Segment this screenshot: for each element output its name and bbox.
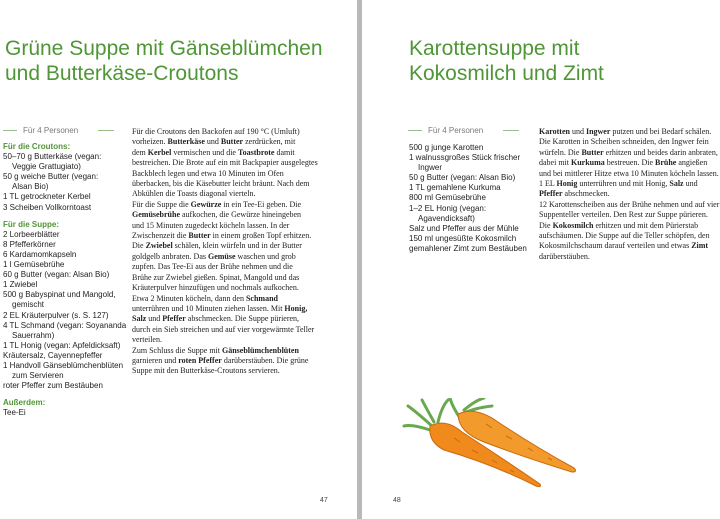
method-line: [132, 189, 318, 199]
method-text-run: Suppe mit den Butterkäse-Croutons servieren.: [132, 366, 280, 376]
highlighted-ingredient: Pfeffer: [162, 314, 186, 324]
ingredient-item: Agavendicksaft): [418, 213, 475, 223]
servings-label: Für 4 Personen: [23, 126, 79, 135]
method-text-run: putzen und bei Bedarf schälen.: [610, 127, 712, 136]
ingredient-item: 800 ml Gemüsebrühe: [409, 193, 486, 203]
method-text-run: und: [146, 314, 163, 324]
method-text-run: darüberstäuben. Die grüne: [221, 355, 309, 365]
ingredient-group-heading: Für die Suppe:: [3, 219, 59, 229]
method-line: [539, 137, 719, 147]
method-text-run: waschen und grob: [235, 251, 296, 261]
page-number: 47: [320, 497, 328, 504]
highlighted-ingredient: Butter: [581, 147, 604, 157]
ingredient-item: 60 g Butter (vegan: Alsan Bio): [3, 270, 110, 280]
method-text-run: überbacken, bis die Käsebutter leicht bräunt. Nach dem: [132, 179, 310, 189]
method-text-run: zerdrücken, mit: [243, 137, 296, 147]
method-line: [132, 169, 318, 179]
method-text-run: Zwischenzeit die: [132, 231, 189, 241]
persons-rule: [503, 130, 519, 131]
method-line: [539, 210, 719, 220]
method-line: [132, 127, 318, 137]
ingredient-item: Ingwer: [418, 163, 443, 173]
method-line: [539, 158, 719, 168]
method-text-run: verteilen.: [132, 335, 162, 345]
ingredient-item: 1 TL gemahlene Kurkuma: [409, 183, 501, 193]
method-line: [132, 179, 318, 189]
method-line: [132, 273, 318, 283]
method-text-run: vorheizen.: [132, 137, 168, 147]
method-text-run: bestreuen. Die: [604, 158, 655, 168]
method-text-run: und 15 Minuten zugedeckt köcheln lassen. In der: [132, 220, 290, 230]
highlighted-ingredient: Gemüsebrühe: [132, 210, 180, 220]
recipe-title-line-2: und Butterkäse-Croutons: [5, 62, 239, 85]
method-line: [132, 148, 318, 158]
method-text-run: darüberstäuben.: [539, 251, 590, 261]
method-line: [539, 179, 719, 189]
ingredient-item: Tee-Ei: [3, 408, 26, 418]
method-text-run: Kräuterpulver hinzufügen und nochmals aufkochen.: [132, 283, 299, 293]
method-line: [132, 221, 318, 231]
method-text-run: und: [683, 179, 698, 189]
method-line: [132, 304, 318, 314]
method-line: [132, 200, 318, 210]
method-text-run: und: [569, 127, 586, 136]
ingredient-list: [409, 143, 527, 254]
persons-rule: [408, 130, 422, 131]
highlighted-ingredient: Kokosmilch: [552, 220, 594, 230]
carrot-illustration: [402, 398, 582, 496]
highlighted-ingredient: Pfeffer: [539, 189, 563, 199]
method-text-run: vermischen und die: [171, 147, 238, 157]
highlighted-ingredient: Zwiebel: [145, 241, 173, 251]
ingredient-group-heading: Für die Croutons:: [3, 142, 71, 151]
ingredient-item: 50 g Butter (vegan: Alsan Bio): [409, 173, 516, 183]
method-text-run: und bei mittlerer Hitze etwa 10 Minuten köcheln lassen.: [539, 168, 719, 178]
method-text-run: und: [204, 137, 221, 147]
highlighted-ingredient: Kurkuma: [571, 158, 605, 168]
ingredient-item: 500 g Babyspinat und Mangold,: [3, 290, 116, 300]
method-text-run: 12 Karottenscheiben aus der Brühe nehmen und auf vier: [539, 199, 720, 209]
ingredient-item: 1 walnussgroßes Stück frischer: [409, 153, 521, 163]
ingredient-item: 3 Scheiben Vollkorntoast: [3, 202, 92, 212]
method-text-run: aufschäumen. Die Suppe auf die Teller schöpfen, den: [539, 231, 710, 241]
ingredient-item: 1–2 EL Honig (vegan:: [409, 203, 487, 213]
spacer: [3, 213, 126, 220]
highlighted-ingredient: Salz: [669, 179, 684, 189]
recipe-title-line-2: Kokosmilch und Zimt: [409, 62, 604, 85]
recipe-title-line-1: Karottensuppe mit: [409, 37, 580, 60]
method-text-run: durch ein Sieb streichen und auf vier vorgewärmte Teller: [132, 324, 315, 334]
method-line: [132, 325, 318, 335]
highlighted-ingredient: roten Pfeffer: [178, 355, 222, 365]
method-text-run: angießen: [676, 158, 708, 168]
highlighted-ingredient: Schmand: [245, 293, 278, 303]
ingredient-item: 1 l Gemüsebrühe: [3, 260, 65, 270]
highlighted-ingredient: Honig,: [284, 303, 308, 313]
highlighted-ingredient: Butterkäse: [167, 137, 205, 147]
method-text-run: Zum Schluss die Suppe mit: [132, 345, 222, 355]
method-text-run: Backblech legen und etwa 10 Minuten im Ofen: [132, 168, 284, 178]
method-line: [132, 294, 318, 304]
ingredient-item: 50–70 g Butterkäse (vegan:: [3, 152, 102, 162]
method-text-run: aufkochen, die Gewürze hineingeben: [180, 210, 302, 220]
highlighted-ingredient: Butter: [220, 137, 244, 147]
method-text-run: Suppenteller verteilen. Den Rest zur Suppe pürieren.: [539, 210, 708, 220]
ingredient-item: 2 EL Kräuterpulver (s. S. 127): [3, 310, 109, 320]
method-text-run: erhitzen und beides darin anbraten,: [603, 147, 718, 157]
method-text-run: Kokosmilchschaum darauf verteilen und etwas: [539, 241, 692, 251]
ingredient-item: 8 Pfefferkörner: [3, 239, 56, 249]
method-text-run: bestreichen. Die Brote auf ein mit Backpapier ausgelegtes: [132, 158, 318, 168]
method-line: [132, 335, 318, 345]
spacer: [3, 391, 126, 398]
method-text-run: Für die Croutons den Backofen auf 190 °C (Umluft): [132, 127, 300, 136]
page-number: 48: [393, 497, 401, 504]
method-text-run: Etwa 2 Minuten köcheln, dann den: [132, 293, 246, 303]
method-line: [539, 127, 719, 137]
method-text: [539, 127, 719, 262]
method-line: [132, 314, 318, 324]
ingredient-item: 50 g weiche Butter (vegan:: [3, 172, 99, 182]
ingredient-item: Sauerrahm): [12, 330, 55, 340]
servings-label: Für 4 Personen: [428, 126, 484, 135]
method-line: [132, 366, 318, 376]
ingredient-group-heading: Außerdem:: [3, 398, 46, 408]
ingredient-list: [3, 142, 126, 418]
method-line: [132, 356, 318, 366]
method-text-run: Die: [539, 220, 553, 230]
method-text-run: Die: [132, 241, 146, 251]
method-text-run: dem: [132, 147, 148, 157]
ingredient-item: 1 Handvoll Gänseblümchenblüten: [3, 360, 124, 370]
method-line: [132, 158, 318, 168]
highlighted-ingredient: Ingwer: [585, 127, 611, 136]
ingredient-item: 4 TL Schmand (vegan: Soyananda: [3, 320, 127, 330]
method-text-run: Brühe zur Zwiebel gießen. Spinat, Mangold und das: [132, 272, 300, 282]
highlighted-ingredient: Toastbrote: [237, 147, 275, 157]
persons-rule: [98, 130, 114, 131]
method-text-run: Für die Suppe die: [132, 199, 191, 209]
ingredient-item: 2 Lorbeerblätter: [3, 229, 60, 239]
highlighted-ingredient: Karotten: [539, 127, 570, 136]
method-line: [539, 200, 719, 210]
highlighted-ingredient: Brühe: [655, 158, 677, 168]
method-line: [539, 189, 719, 199]
ingredient-item: 500 g junge Karotten: [409, 143, 484, 152]
method-text-run: abschmecken. Die Suppe pürieren,: [185, 314, 300, 324]
ingredient-item: 1 Zwiebel: [3, 280, 38, 290]
method-text-run: würfeln. Die: [539, 147, 582, 157]
method-line: [539, 231, 719, 241]
method-text-run: in einem großen Topf erhitzen.: [210, 231, 312, 241]
right-page: [362, 0, 720, 519]
method-line: [132, 231, 318, 241]
ingredient-item: roter Pfeffer zum Bestäuben: [3, 381, 103, 391]
highlighted-ingredient: Gänseblümchenblüten: [222, 345, 299, 355]
method-line: [132, 137, 318, 147]
method-text-run: 1 EL: [539, 179, 557, 189]
method-text-run: in ein Tee-Ei geben. Die: [221, 199, 302, 209]
method-line: [132, 283, 318, 293]
highlighted-ingredient: Honig: [556, 179, 578, 189]
ingredient-item: gemischt: [12, 300, 45, 310]
highlighted-ingredient: Gemüse: [207, 251, 236, 261]
method-text: [132, 127, 318, 377]
method-line: [132, 262, 318, 272]
ingredient-item: Veggie Grattugiato): [12, 162, 81, 172]
persons-rule: [3, 130, 17, 131]
recipe-title: [409, 36, 604, 86]
ingredient-item: Kräutersalz, Cayennepfeffer: [3, 350, 103, 360]
method-line: [539, 241, 719, 251]
highlighted-ingredient: Kerbel: [147, 147, 172, 157]
recipe-title: [5, 36, 323, 86]
left-page: [0, 0, 357, 519]
ingredient-item: 6 Kardamomkapseln: [3, 249, 77, 259]
ingredient-item: 1 TL getrockneter Kerbel: [3, 192, 91, 202]
method-line: [132, 241, 318, 251]
method-line: [132, 252, 318, 262]
method-text-run: unterrühren und mit Honig,: [577, 179, 670, 189]
method-text-run: Abkühlen die Toasts diagonal vierteln.: [132, 189, 256, 199]
ingredient-item: 150 ml ungesüßte Kokosmilch: [409, 233, 517, 243]
ingredient-item: zum Servieren: [12, 371, 64, 381]
ingredient-item: Alsan Bio): [12, 182, 49, 192]
carrot-2: [450, 398, 576, 472]
method-line: [539, 221, 719, 231]
recipe-title-line-1: Grüne Suppe mit Gänseblümchen: [5, 37, 323, 60]
method-line: [132, 346, 318, 356]
method-line: [539, 148, 719, 158]
method-line: [132, 210, 318, 220]
method-text-run: dabei mit: [539, 158, 571, 168]
method-text-run: Die Karotten in Scheiben schneiden, den Ingwer fein: [539, 137, 709, 147]
ingredient-item: Salz und Pfeffer aus der Mühle: [409, 223, 519, 233]
ingredient-item: gemahlener Zimt zum Bestäuben: [409, 243, 527, 253]
method-text-run: erhitzen und mit dem Pürierstab: [593, 220, 699, 230]
method-text-run: schälen, klein würfeln und in der Butter: [172, 241, 302, 251]
method-line: [539, 169, 719, 179]
method-text-run: goldgelb anbraten. Das: [132, 251, 208, 261]
method-text-run: zupfen. Das Tee-Ei aus der Brühe nehmen und die: [132, 262, 293, 272]
highlighted-ingredient: Zimt: [691, 241, 709, 251]
highlighted-ingredient: Salz: [132, 314, 147, 324]
highlighted-ingredient: Butter: [188, 231, 211, 241]
method-text-run: damit: [274, 147, 295, 157]
highlighted-ingredient: Gewürze: [190, 199, 222, 209]
ingredient-item: 1 TL Honig (vegan: Apfeldicksaft): [3, 340, 121, 350]
method-text-run: unterrühren und 10 Minuten ziehen lassen. Mit: [132, 303, 285, 313]
method-line: [539, 252, 719, 262]
method-text-run: abschmecken.: [562, 189, 610, 199]
method-text-run: garnieren und: [132, 355, 179, 365]
